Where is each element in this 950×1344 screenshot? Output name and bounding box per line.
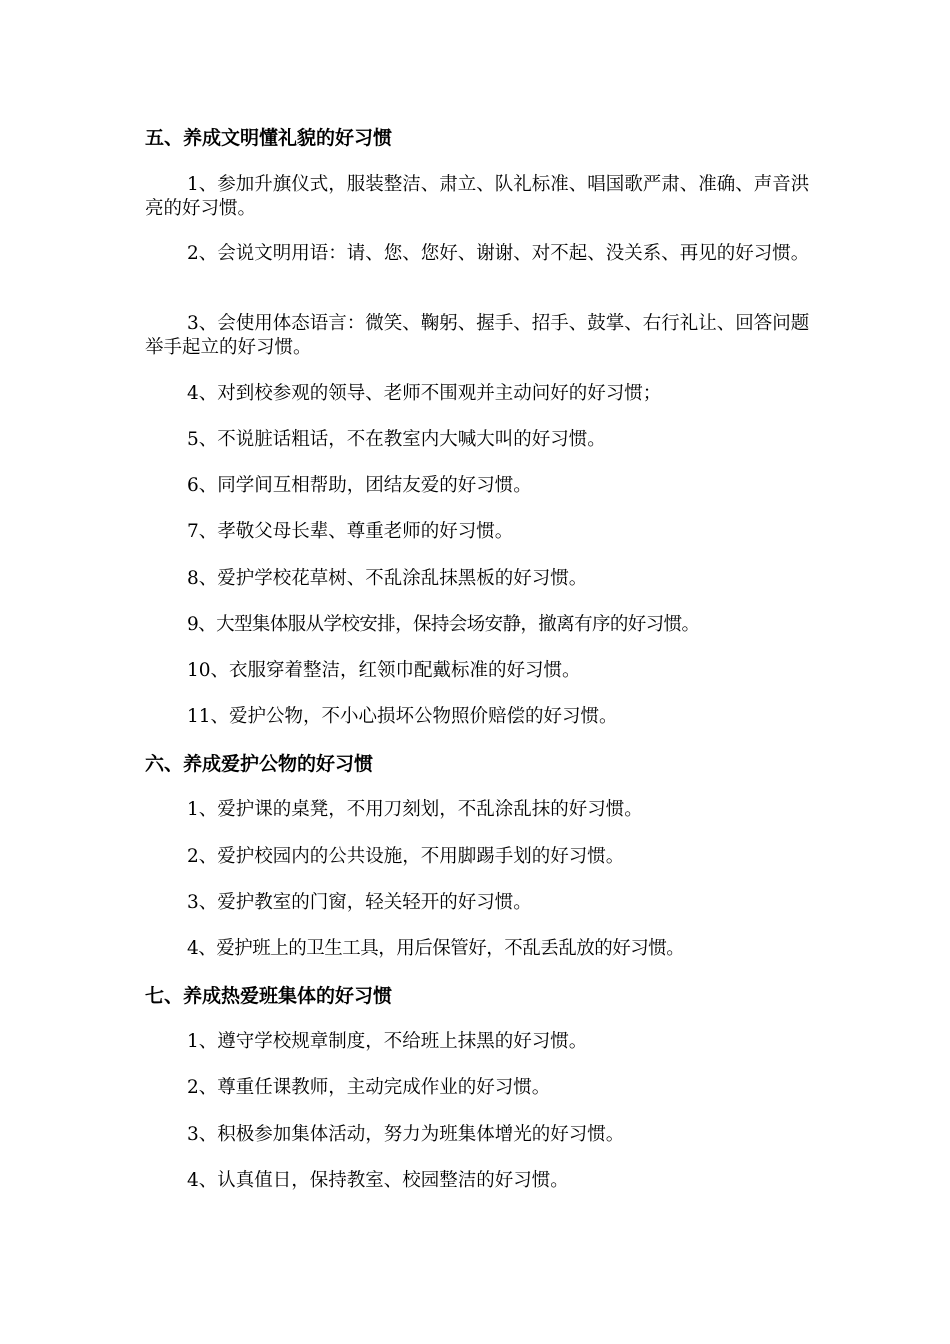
list-item: 2、尊重任课教师，主动完成作业的好习惯。 — [187, 1077, 551, 1098]
section-heading: 五、养成文明懂礼貌的好习惯 — [145, 127, 393, 149]
list-item: 4、对到校参观的领导、老师不围观并主动问好的好习惯； — [187, 383, 662, 404]
section-5-item-5 — [145, 428, 815, 452]
list-item: 1、爱护课的桌凳，不用刀刻划，不乱涂乱抹的好习惯。 — [187, 799, 643, 820]
section-6-item-2 — [145, 845, 815, 869]
section-5-item-1 — [145, 173, 815, 221]
section-7-item-3 — [145, 1123, 815, 1147]
list-item: 3、会使用体态语言：微笑、鞠躬、握手、招手、鼓掌、右行礼让、回答问题举手起立的好习惯。 — [145, 313, 810, 358]
section-5-item-6 — [145, 474, 815, 498]
section-heading: 七、养成热爱班集体的好习惯 — [145, 985, 393, 1007]
section-7-item-1 — [145, 1030, 815, 1054]
section-6-item-4 — [145, 937, 815, 961]
list-item: 3、积极参加集体活动，努力为班集体增光的好习惯。 — [187, 1124, 625, 1145]
section-6 — [145, 752, 815, 776]
section-5-item-3 — [145, 312, 815, 360]
section-5-item-7 — [145, 520, 815, 544]
list-item: 5、不说脏话粗话，不在教室内大喊大叫的好习惯。 — [187, 429, 606, 450]
section-5-item-2 — [145, 242, 815, 266]
section-6-item-3 — [145, 891, 815, 915]
list-item: 1、遵守学校规章制度，不给班上抹黑的好习惯。 — [187, 1031, 588, 1052]
section-5-item-9 — [145, 613, 815, 637]
list-item: 4、认真值日，保持教室、校园整洁的好习惯。 — [187, 1170, 569, 1191]
section-5-item-4 — [145, 382, 815, 406]
section-6-item-1 — [145, 798, 815, 822]
section-7-item-2 — [145, 1076, 815, 1100]
list-item: 9、大型集体服从学校安排，保持会场安静，撤离有序的好习惯。 — [187, 614, 700, 635]
section-7 — [145, 984, 815, 1008]
section-7-item-4 — [145, 1169, 815, 1193]
list-item: 3、爱护教室的门窗，轻关轻开的好习惯。 — [187, 892, 532, 913]
list-item: 6、同学间互相帮助，团结友爱的好习惯。 — [187, 475, 532, 496]
section-5-item-8 — [145, 567, 815, 591]
list-item: 4、爱护班上的卫生工具，用后保管好，不乱丢乱放的好习惯。 — [187, 938, 685, 959]
list-item: 2、爱护校园内的公共设施，不用脚踢手划的好习惯。 — [187, 846, 625, 867]
section-heading: 六、养成爱护公物的好习惯 — [145, 753, 374, 775]
list-item: 2、会说文明用语：请、您、您好、谢谢、对不起、没关系、再见的好习惯。 — [187, 243, 810, 264]
list-item: 8、爱护学校花草树、不乱涂乱抹黑板的好习惯。 — [187, 568, 588, 589]
section-5-item-10 — [145, 659, 815, 683]
list-item: 7、孝敬父母长辈、尊重老师的好习惯。 — [187, 521, 514, 542]
section-5-item-11 — [145, 705, 815, 729]
section-5 — [145, 126, 815, 150]
list-item: 1、参加升旗仪式，服装整洁、肃立、队礼标准、唱国歌严肃、准确、声音洪亮的好习惯。 — [145, 174, 810, 219]
list-item: 10、衣服穿着整洁，红领巾配戴标准的好习惯。 — [187, 660, 581, 681]
list-item: 11、爱护公物，不小心损坏公物照价赔偿的好习惯。 — [187, 706, 618, 727]
